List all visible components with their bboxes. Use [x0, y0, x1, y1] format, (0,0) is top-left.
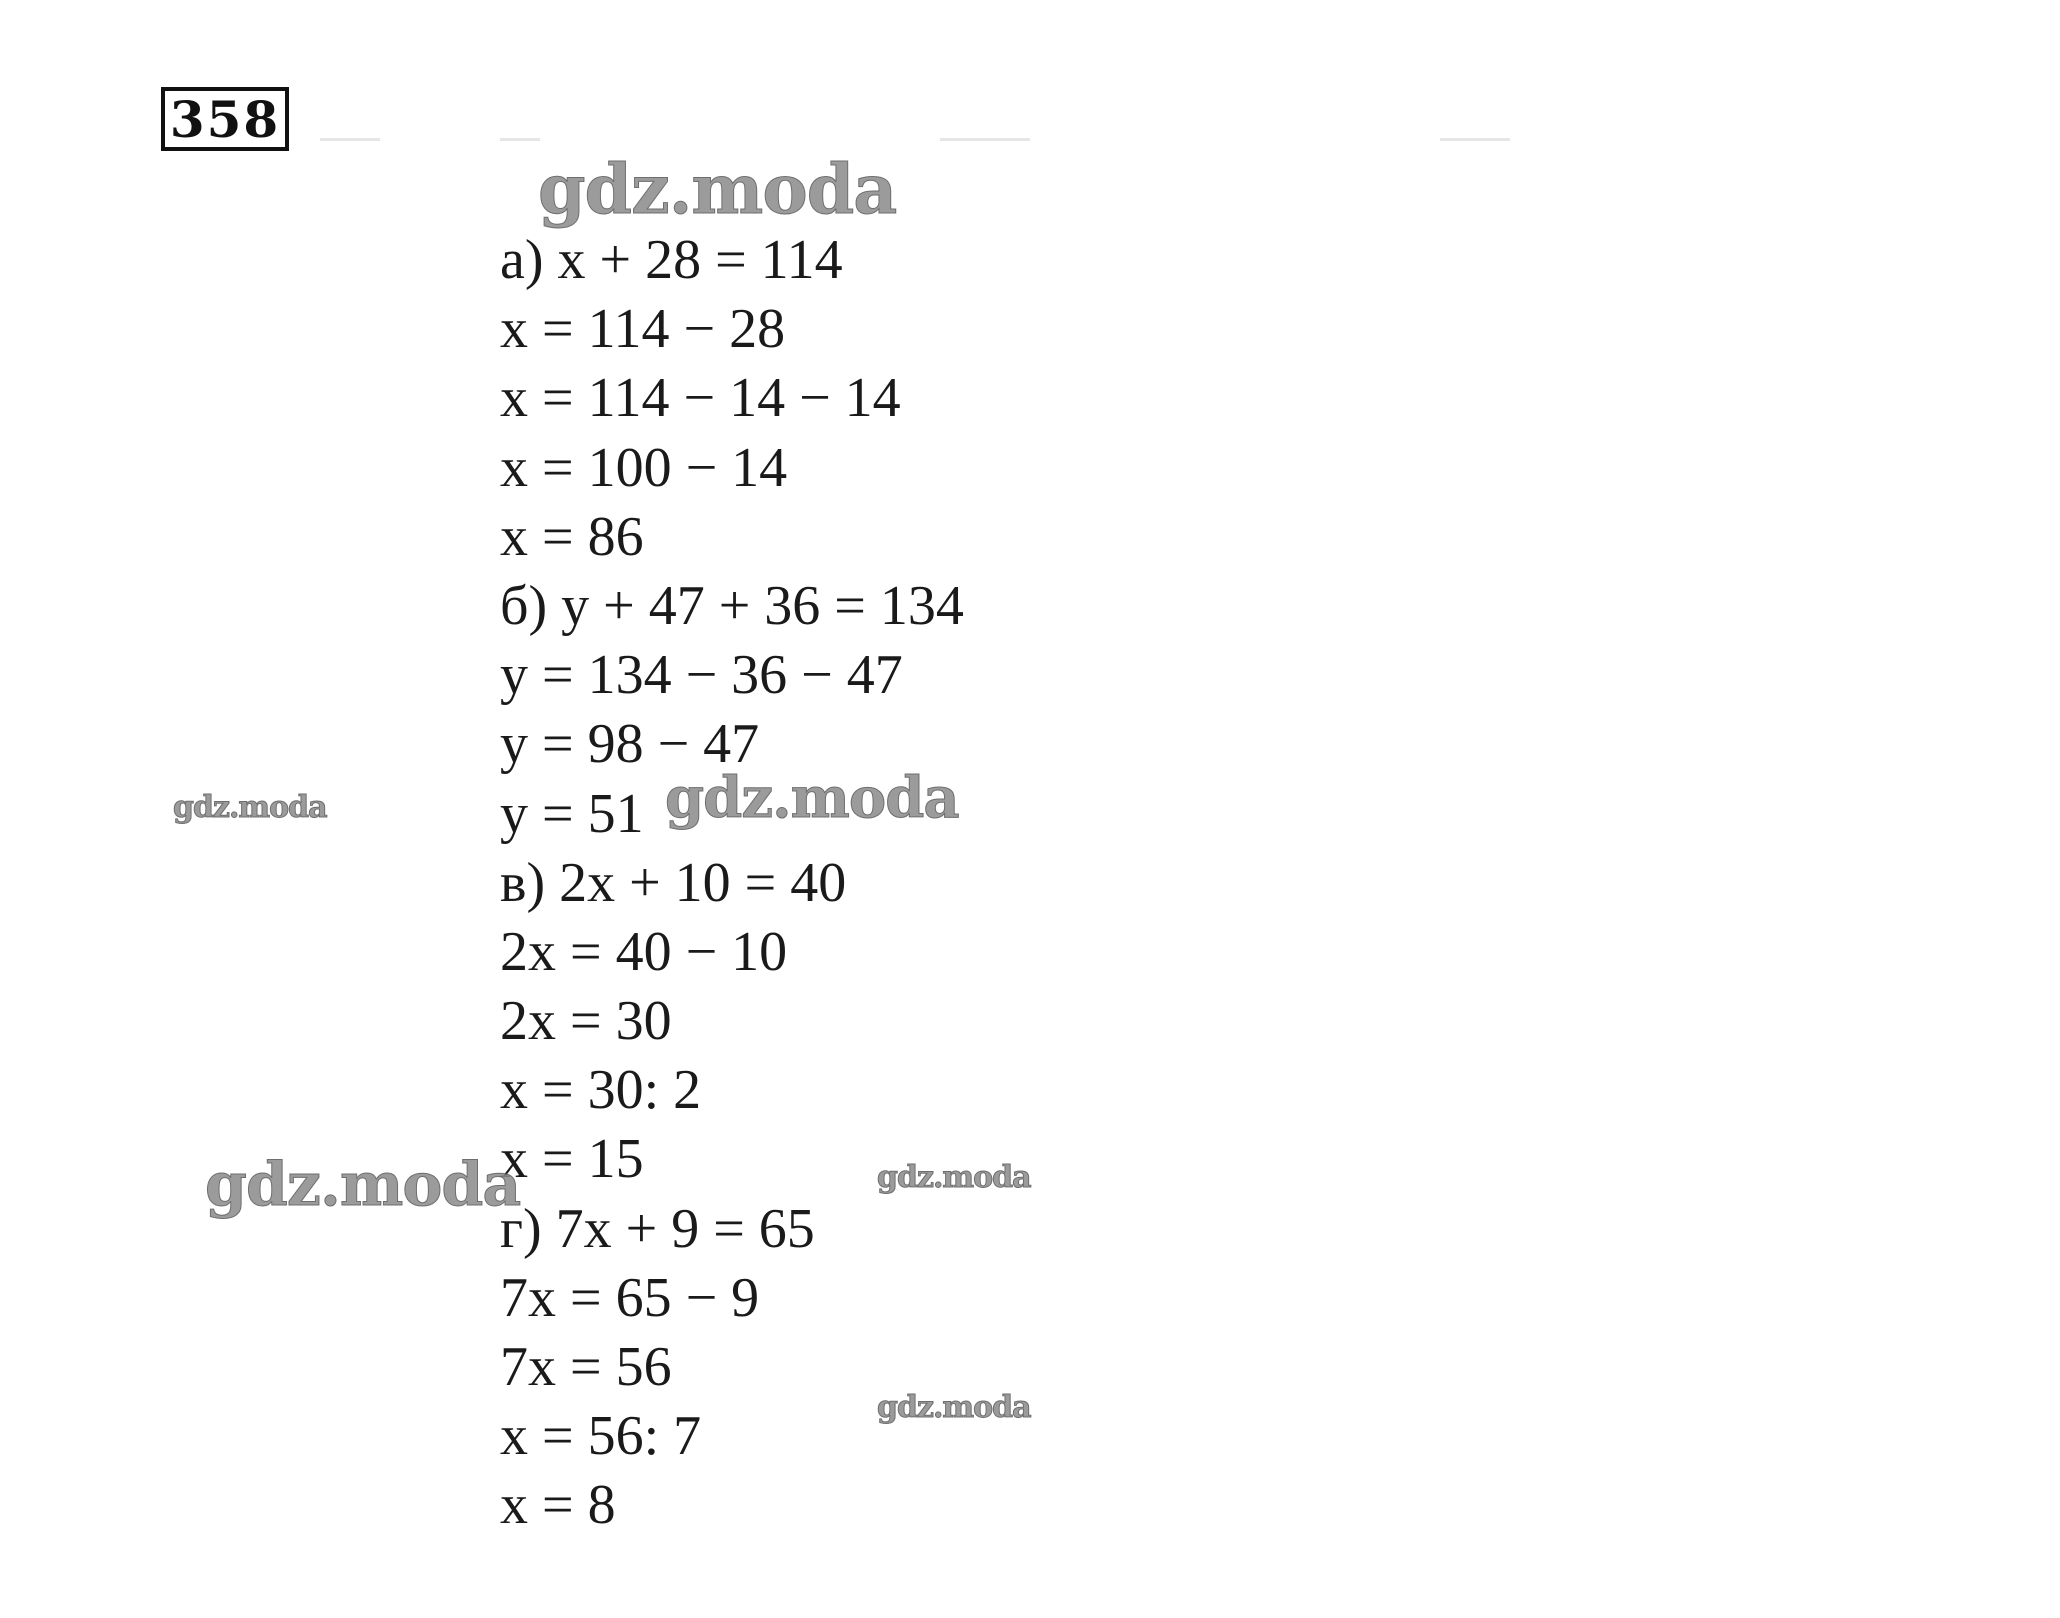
solution-line-g-2: 7x = 65 − 9: [500, 1266, 760, 1329]
watermark-left-small: gdz.moda: [173, 790, 327, 825]
watermark-left-large: gdz.moda: [205, 1150, 521, 1220]
solution-line-v-5: x = 15: [500, 1128, 644, 1191]
solution-line-a-4: x = 100 − 14: [500, 436, 788, 499]
solution-line-a-5: x = 86: [500, 505, 644, 568]
solution-block: [500, 226, 1200, 1541]
watermark-top: gdz.moda: [538, 150, 897, 230]
scan-artifacts: [320, 138, 1720, 148]
solution-line-v-1: в) 2x + 10 = 40: [500, 851, 847, 914]
solution-line-b-4: y = 51: [500, 782, 644, 845]
solution-line-g-5: x = 8: [500, 1474, 616, 1537]
solution-line-v-2: 2x = 40 − 10: [500, 920, 788, 983]
problem-number: 358: [161, 87, 289, 151]
solution-line-a-2: x = 114 − 28: [500, 298, 786, 361]
solution-line-v-4: x = 30: 2: [500, 1059, 702, 1122]
solution-line-b-2: y = 134 − 36 − 47: [500, 644, 903, 707]
solution-line-v-3: 2x = 30: [500, 990, 672, 1053]
solution-line-g-1: г) 7x + 9 = 65: [500, 1197, 815, 1260]
solution-line-a-3: x = 114 − 14 − 14: [500, 367, 901, 430]
watermark-middle: gdz.moda: [665, 765, 959, 831]
solution-line-g-4: x = 56: 7: [500, 1405, 702, 1468]
solution-line-b-1: б) y + 47 + 36 = 134: [500, 574, 964, 637]
solution-line-g-3: 7x = 56: [500, 1336, 672, 1398]
solution-line-a-1: а) x + 28 = 114: [500, 229, 843, 291]
watermark-right-lower: gdz.moda: [877, 1390, 1031, 1425]
watermark-right-upper: gdz.moda: [877, 1160, 1031, 1195]
solution-line-b-3: y = 98 − 47: [500, 713, 760, 776]
